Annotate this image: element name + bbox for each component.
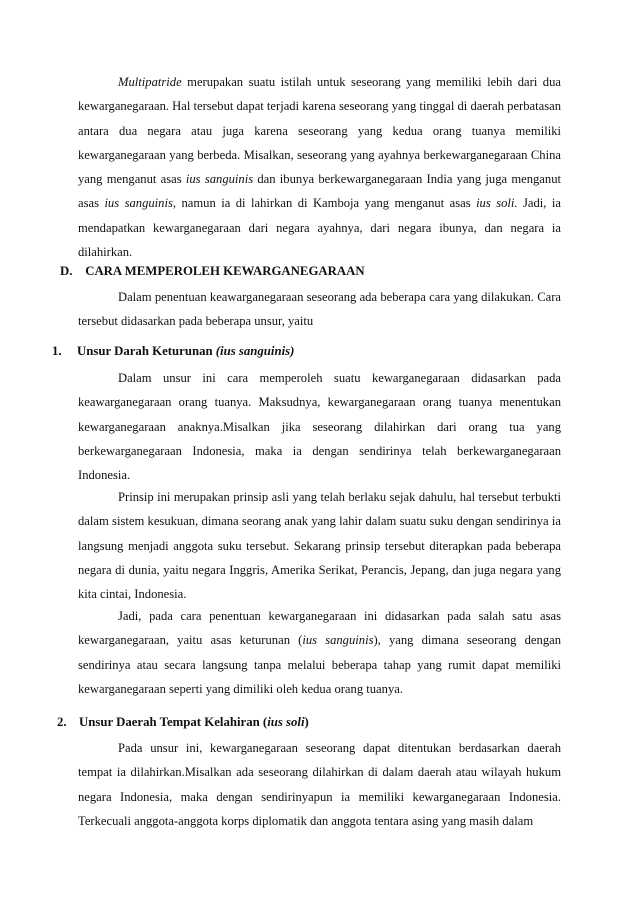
paragraph-darah-3: Jadi, pada cara penentuan kewarganegaraan ini didasarkan pada salah satu asas kewarganegaraan, yaitu asas keturunan (ius sanguinis), yang dimana seseorang dengan sendirinya atau secara langsung tanpa melalui beberapa tahap yang rumit dapat memiliki kewarganegaraan seperti yang dimiliki oleh kedua orang tuanya. [78,609,561,696]
paragraph-darah-2: Prinsip ini merupakan prinsip asli yang telah berlaku sejak dahulu, hal tersebut terbukti dalam sistem kesukuan, dimana seorang anak yang lahir dalam suatu suku dengan sendirinya ia langsung menjadi anggota suku tersebut. Sekarang prinsip tersebut diterapkan pada beberapa negara di dunia, yaitu negara Inggris, Amerika Serikat, Perancis, Jepang, dan juga negara yang kita cintai, Indonesia. [78,490,561,602]
subheading-daerah-kelahiran: 2. Unsur Daerah Tempat Kelahiran (ius soli) [57,715,309,729]
paragraph-darah-1: Dalam unsur ini cara memperoleh suatu kewarganegaraan didasarkan pada keawarganegaraan orang tuanya. Maksudnya, kewarganegaraan orang tuanya menentukan kewarganegaraan anaknya.Misalkan jika seseorang dilahirkan dari orang tua yang berkewarganegaraan Indonesia, maka ia dengan sendirinya telah berkewarganegaraan Indonesia. [78,371,561,483]
section-heading-d: D. CARA MEMPEROLEH KEWARGANEGARAAN [60,264,365,278]
paragraph-multipatride: Multipatride merupakan suatu istilah untuk seseorang yang memiliki lebih dari dua kewarganegaraan. Hal tersebut dapat terjadi karena seseorang yang tinggal di daerah perbatasan antara dua negara atau juga karena seseorang yang kedua orang tuanya memiliki kewarganegaraan yang berbeda. Misalkan, seseorang yang ayahnya berkewarganegaraan China yang menganut asas ius sanguinis dan ibunya berkewarganegaraan India yang juga menganut asas ius sanguinis, namun ia di lahirkan di Kamboja yang menganut asas ius soli. Jadi, ia mendapatkan kewarganegaraan dari negara ayahnya, dari negara ibunya, dan negara ia dilahirkan. [78,75,562,260]
paragraph-soli-1: Pada unsur ini, kewarganegaraan seseorang dapat ditentukan berdasarkan daerah tempat ia dilahirkan.Misalkan ada seseorang dilahirkan di dalam daerah atau wilayah hukum negara Indonesia, maka dengan sendirinyapun ia memiliki kewarganegaraan Indonesia. Terkecuali anggota-anggota korps diplomatik dan anggota tentara asing yang masih dalam [78,741,561,828]
paragraph-cara-intro: Dalam penentuan keawarganegaraan seseorang ada beberapa cara yang dilakukan. Cara tersebut didasarkan pada beberapa unsur, yaitu [78,290,561,329]
term-multipatride: Multipatride [118,75,182,89]
subheading-darah-keturunan: 1. Unsur Darah Keturunan (ius sanguinis) [52,344,295,358]
